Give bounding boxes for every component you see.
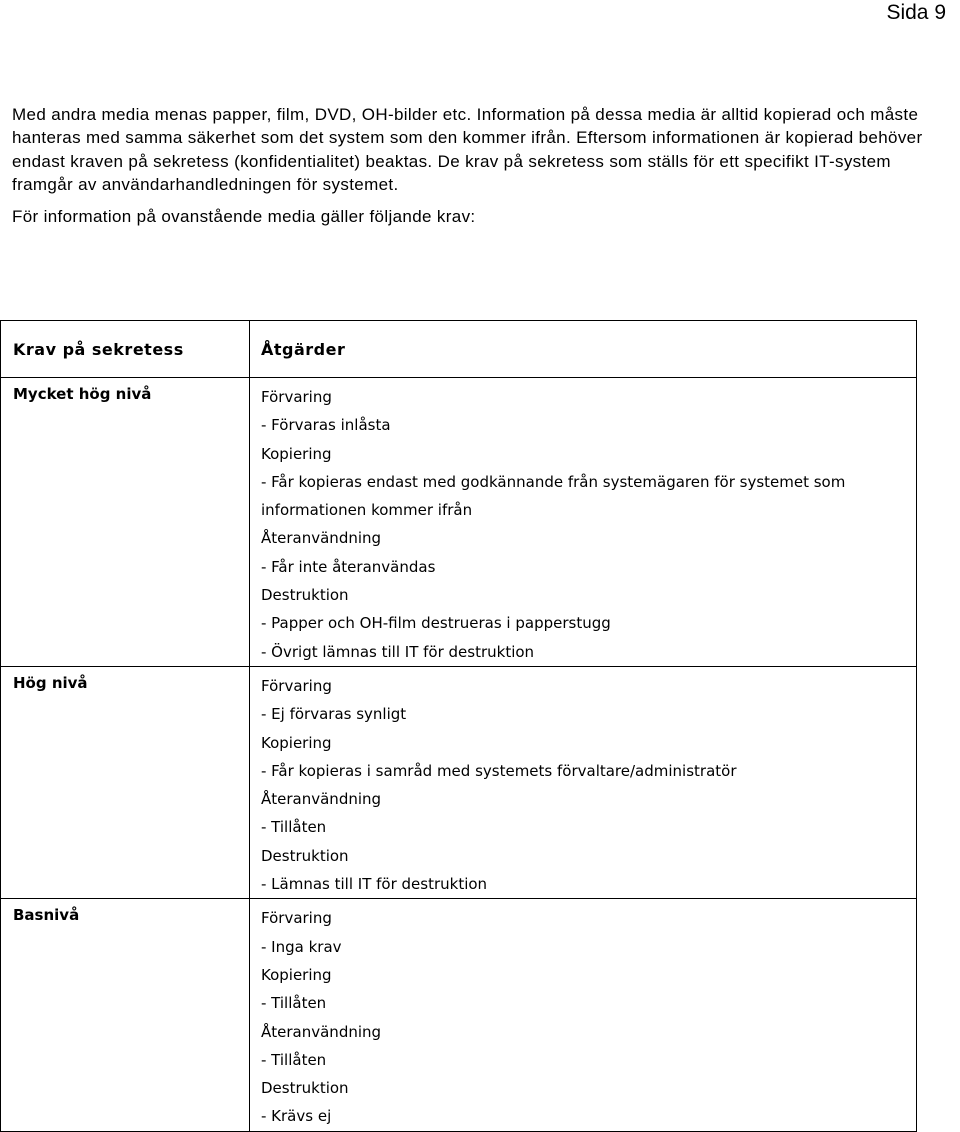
level-cell: Basnivå xyxy=(1,899,250,1131)
page-number: Sida 9 xyxy=(886,1,946,24)
action-heading-copying: Kopiering xyxy=(261,965,332,984)
table-row-very-high xyxy=(1,378,917,667)
action-heading-storage: Förvaring xyxy=(261,909,332,928)
action-heading-storage: Förvaring xyxy=(261,676,332,695)
intro-paragraph: Med andra media menas papper, film, DVD, OH-bilder etc. Information på dessa media är alltid kopierad och måste hanteras med samma säkerhet som det system som den kommer ifrån. Eftersom informationen är kopierad behöver endast kraven på sekretess (konfidentialitet) beaktas. De krav på sekretess som ställs för ett specifikt IT-system framgår av användarhandledningen för systemet. xyxy=(12,105,923,195)
actions-cell xyxy=(250,899,917,1131)
action-heading-reuse: Återanvändning xyxy=(261,1022,382,1041)
action-heading-destruction: Destruktion xyxy=(261,1079,349,1098)
requirement-lead: För information på ovanstående media gäller följande krav: xyxy=(12,206,476,226)
action-heading-destruction: Destruktion xyxy=(261,846,349,865)
action-detail: - Tillåten xyxy=(261,1050,327,1069)
action-heading-copying: Kopiering xyxy=(261,733,332,752)
level-cell: Hög nivå xyxy=(1,666,250,898)
action-detail: - Ej förvaras synligt xyxy=(261,705,407,724)
level-cell: Mycket hög nivå xyxy=(1,378,250,667)
action-detail: - Papper och OH-film destrueras i papperstugg xyxy=(261,614,611,633)
action-heading-copying: Kopiering xyxy=(261,444,332,463)
action-heading-reuse: Återanvändning xyxy=(261,790,382,809)
action-detail: - Övrigt lämnas till IT för destruktion xyxy=(261,642,535,661)
table-row-high xyxy=(1,666,917,898)
header-actions: Åtgärder xyxy=(250,321,917,378)
action-detail: - Tillåten xyxy=(261,818,327,837)
action-detail: - Får kopieras endast med godkännande från systemägaren för systemet som informationen kommer ifrån xyxy=(261,472,846,520)
action-heading-reuse: Återanvändning xyxy=(261,529,382,548)
action-detail: - Lämnas till IT för destruktion xyxy=(261,875,488,894)
action-detail: - Får inte återanvändas xyxy=(261,557,436,576)
action-detail: - Tillåten xyxy=(261,994,327,1013)
intro-text xyxy=(12,103,952,228)
table-row-base xyxy=(1,899,917,1131)
actions-cell xyxy=(250,666,917,898)
action-detail: - Förvaras inlåsta xyxy=(261,416,391,435)
confidentiality-requirements-table xyxy=(0,320,917,1132)
actions-cell xyxy=(250,378,917,667)
action-detail: - Krävs ej xyxy=(261,1107,332,1126)
action-heading-destruction: Destruktion xyxy=(261,586,349,605)
action-heading-storage: Förvaring xyxy=(261,388,332,406)
header-confidentiality-level: Krav på sekretess xyxy=(1,321,250,378)
action-detail: - Får kopieras i samråd med systemets förvaltare/administratör xyxy=(261,761,737,780)
table-header-row xyxy=(1,321,917,378)
action-detail: - Inga krav xyxy=(261,937,342,956)
